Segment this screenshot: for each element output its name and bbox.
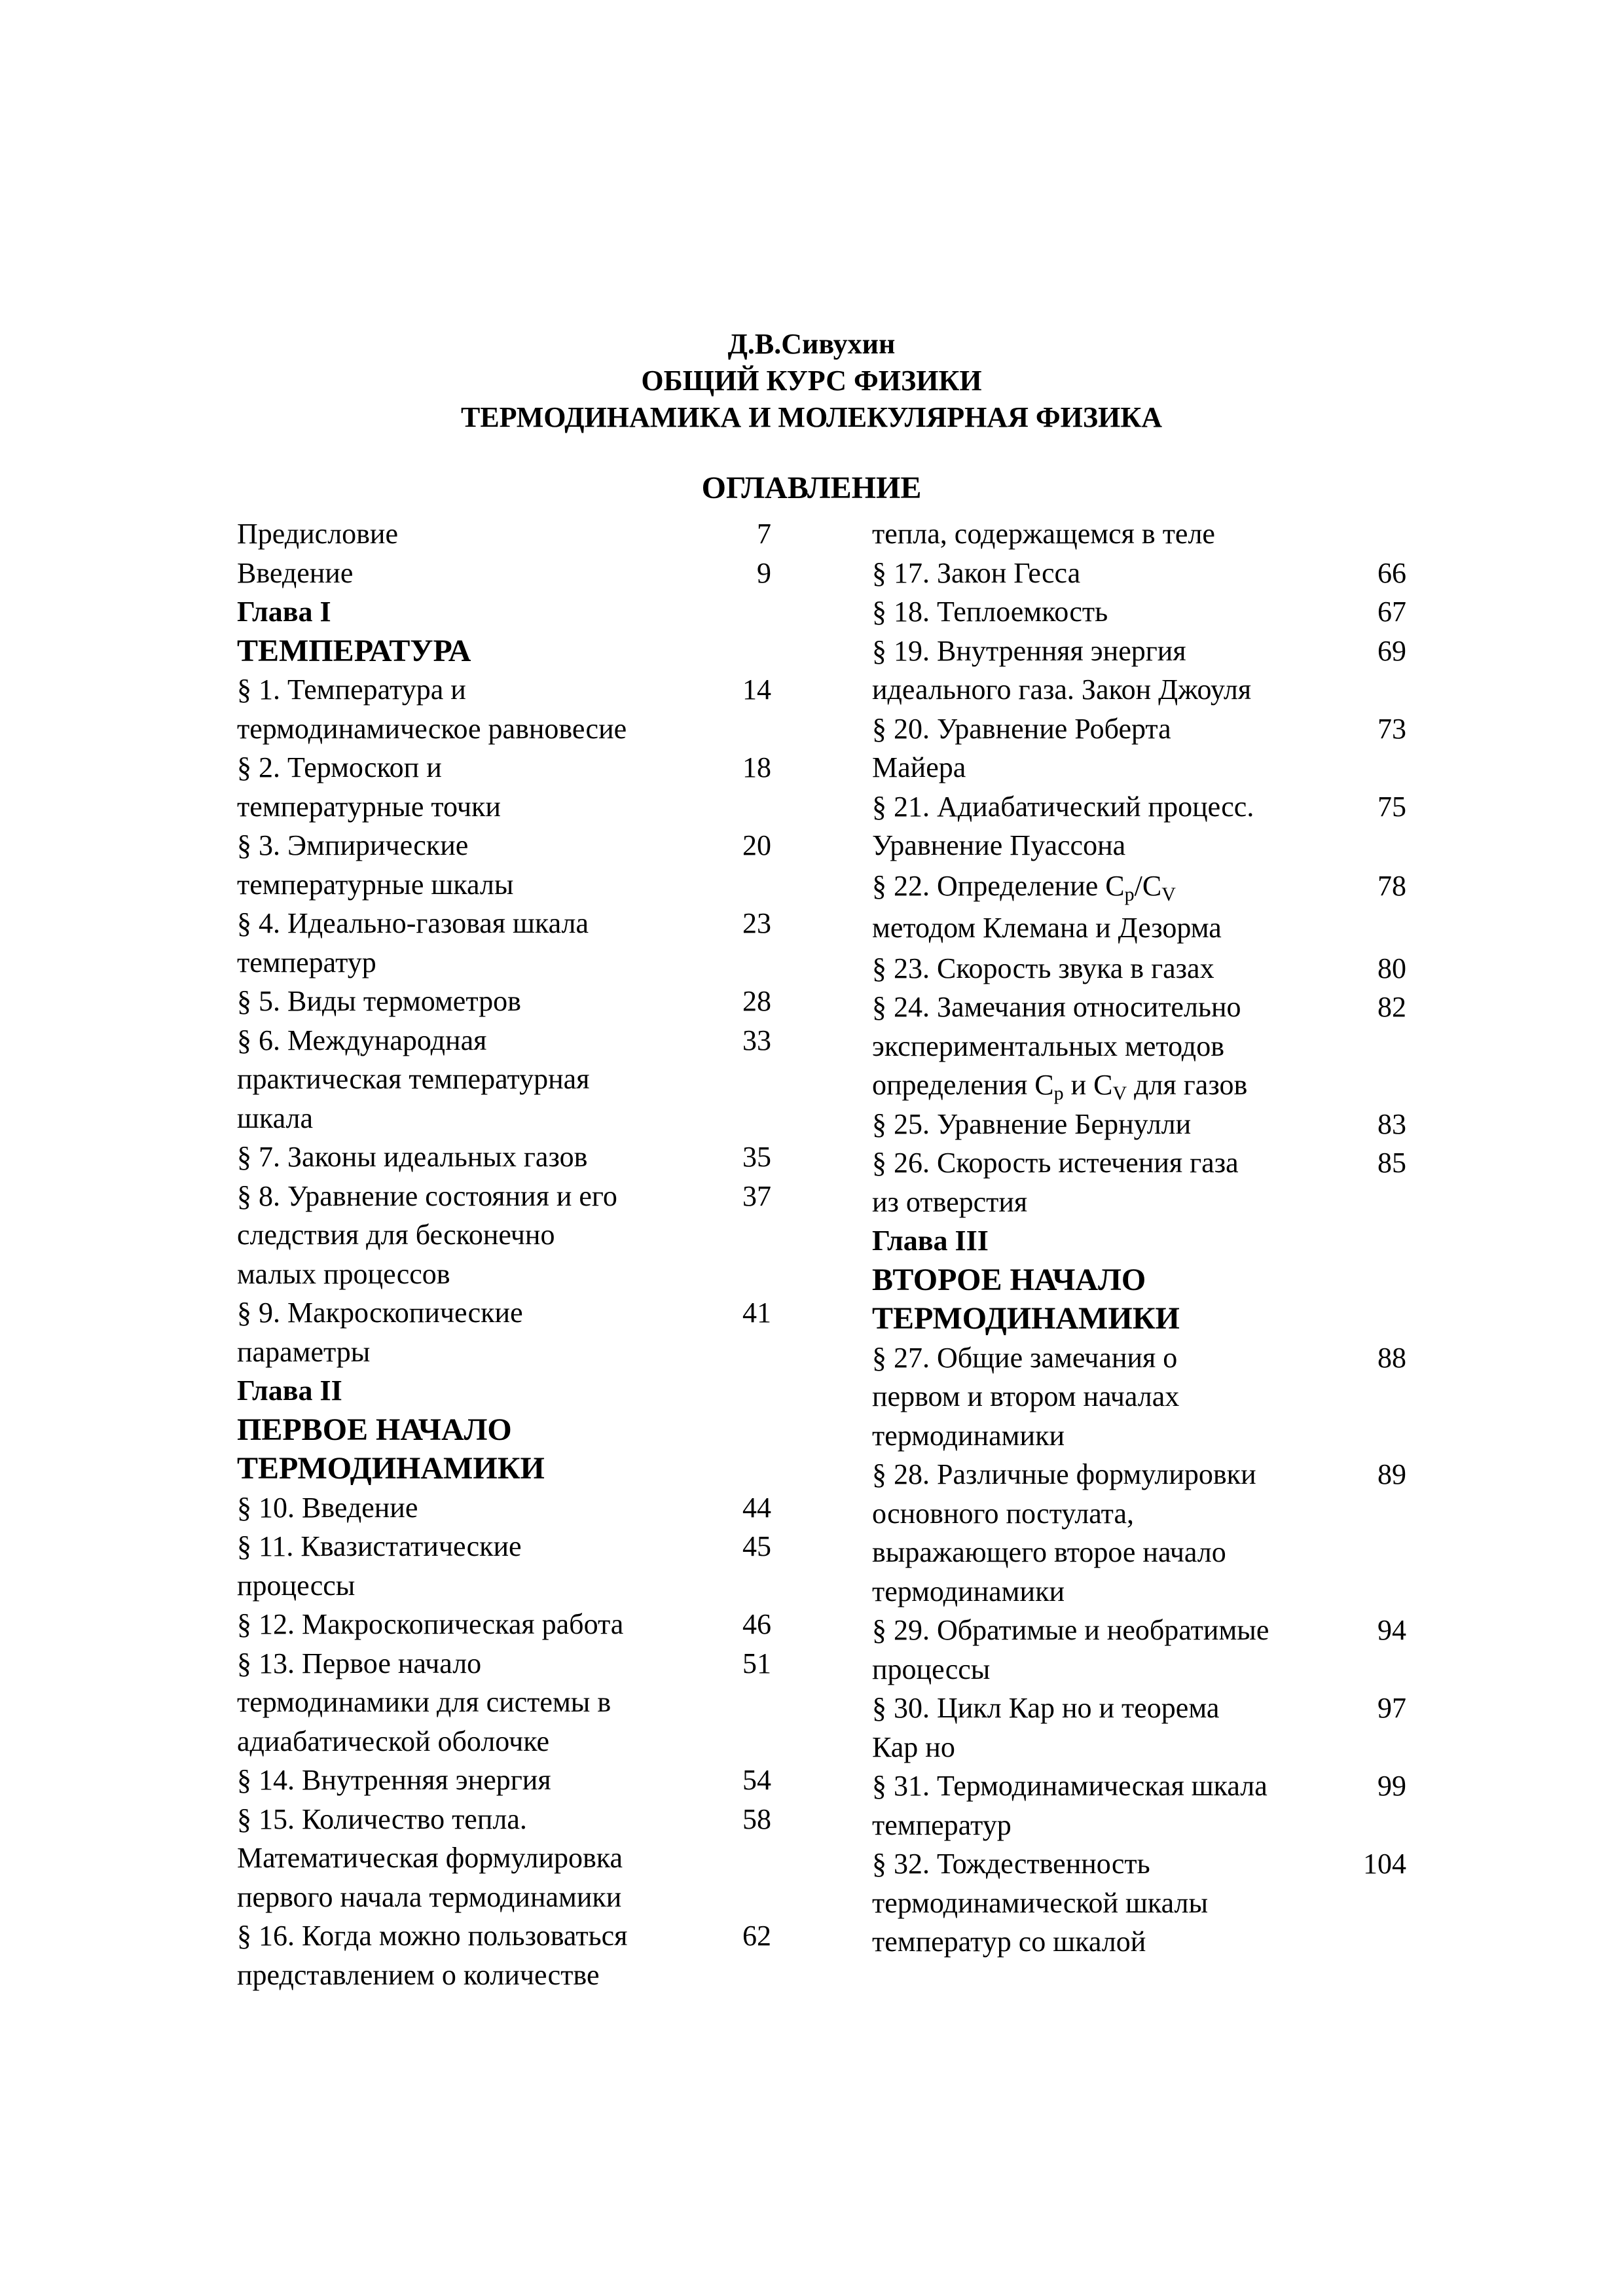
toc-entry-title: § 31. Термодинамическая шкала температур xyxy=(872,1770,1267,1841)
toc-entry-page: 73 xyxy=(1377,712,1406,745)
s24-line3b: и C xyxy=(1063,1069,1113,1101)
toc-entry-s21 xyxy=(872,787,1409,865)
toc-entry-page: 41 xyxy=(742,1297,771,1329)
toc-entry-title: § 25. Уравнение Бернулли xyxy=(872,1107,1192,1140)
toc-entry-s31 xyxy=(872,1767,1409,1844)
toc-entry-s6 xyxy=(237,1021,774,1138)
toc-entry-title: § 20. Уравнение Роберта Майера xyxy=(872,712,1171,783)
toc-entry-page: 104 xyxy=(1363,1848,1406,1880)
toc-entry-page: 58 xyxy=(742,1803,771,1835)
toc-entry-page: 83 xyxy=(1377,1107,1406,1140)
toc-entry-title: § 14. Внутренняя энергия xyxy=(237,1764,551,1796)
toc-entry-title: § 4. Идеально-газовая шкала температур xyxy=(237,907,589,978)
toc-entry-title: § 28. Различные формулировки основного постулата, выражающего второе начало термодинамики xyxy=(872,1458,1256,1607)
book-title: ОБЩИЙ КУРС ФИЗИКИ xyxy=(641,365,982,397)
chapter-title: ВТОРОЕ НАЧАЛО ТЕРМОДИНАМИКИ xyxy=(872,1262,1180,1336)
toc-entry-page: 51 xyxy=(742,1647,771,1679)
toc-entry-title: § 1. Температура и термодинамическое равновесие xyxy=(237,673,627,745)
toc-entry-s5 xyxy=(237,982,774,1021)
book-author: Д.В.Сивухин xyxy=(727,328,896,360)
toc-entry-title: тепла, содержащемся в теле xyxy=(872,518,1215,550)
toc-entry-page: 18 xyxy=(742,751,771,783)
chapter-label: Глава III xyxy=(872,1225,989,1257)
toc-entry-page: 75 xyxy=(1377,790,1406,823)
s24-line1: § 24. Замечания относительно xyxy=(872,991,1241,1023)
toc-entry-title: § 6. Международная практическая температурная шкала xyxy=(237,1024,590,1134)
toc-entry-s15 xyxy=(237,1800,774,1917)
toc-entry-title: § 19. Внутренняя энергия идеального газа. Закон Джоуля xyxy=(872,634,1252,706)
toc-entry-title: § 11. Квазистатические процессы xyxy=(237,1530,522,1602)
toc-entry-title: Предисловие xyxy=(237,518,398,550)
toc-entry-s26 xyxy=(872,1143,1409,1221)
toc-entry-s19 xyxy=(872,632,1409,709)
toc-entry-s23 xyxy=(872,949,1409,988)
toc-entry-page: 82 xyxy=(1377,991,1406,1023)
toc-entry-s2 xyxy=(237,748,774,826)
toc-entry-s8 xyxy=(237,1177,774,1294)
toc-entry-s10 xyxy=(237,1488,774,1528)
toc-entry-s32 xyxy=(872,1844,1409,1962)
toc-entry-title: § 26. Скорость истечения газа из отверстия xyxy=(872,1147,1239,1218)
toc-entry-page: 97 xyxy=(1377,1692,1406,1724)
s22-slash: /C xyxy=(1134,869,1162,902)
toc-entry-s1 xyxy=(237,670,774,748)
chapter-label: Глава I xyxy=(237,596,331,628)
toc-entry-title: § 2. Термоскоп и температурные точки xyxy=(237,751,501,823)
toc-entry-s3 xyxy=(237,826,774,904)
s22-line2: методом Клемана и Дезорма xyxy=(872,911,1222,944)
toc-entry-page: 44 xyxy=(742,1491,771,1524)
toc-entry-page: 35 xyxy=(742,1141,771,1173)
s22-sub-v: V xyxy=(1161,883,1176,905)
toc-entry-s14 xyxy=(237,1761,774,1800)
toc-entry-s18 xyxy=(872,592,1409,632)
toc-entry-s12 xyxy=(237,1605,774,1644)
toc-entry-page: 9 xyxy=(757,556,771,589)
toc-entry-s20 xyxy=(872,709,1409,787)
toc-entry-s7 xyxy=(237,1138,774,1177)
toc-entry-title: § 13. Первое начало термодинамики для системы в адиабатической оболочке xyxy=(237,1647,611,1757)
toc-entry-page: 80 xyxy=(1377,952,1406,984)
chapter-label: Глава II xyxy=(237,1374,342,1407)
toc-entry-title: § 5. Виды термометров xyxy=(237,985,521,1017)
chapter-title: ТЕМПЕРАТУРА xyxy=(237,633,471,668)
toc-entry-page: 94 xyxy=(1377,1614,1406,1646)
s24-line3a: определения C xyxy=(872,1069,1054,1101)
toc-entry-title: Введение xyxy=(237,556,354,589)
toc-right-column xyxy=(872,514,1409,1962)
toc-entry-s16-continued xyxy=(872,514,1409,554)
toc-entry-title: § 8. Уравнение состояния и его следствия для бесконечно малых процессов xyxy=(237,1179,617,1290)
toc-entry-title: § 12. Макроскопическая работа xyxy=(237,1608,624,1640)
s24-line2: экспериментальных методов xyxy=(872,1030,1224,1062)
toc-entry-page: 7 xyxy=(757,518,771,550)
toc-entry-page: 85 xyxy=(1377,1147,1406,1179)
s22-prefix: § 22. Определение C xyxy=(872,869,1125,902)
toc-entry-s4 xyxy=(237,904,774,982)
toc-entry-page: 69 xyxy=(1377,634,1406,667)
toc-entry-title: § 27. Общие замечания о первом и втором началах термодинамики xyxy=(872,1341,1180,1452)
toc-entry-title: § 29. Обратимые и необратимые процессы xyxy=(872,1614,1269,1685)
toc-entry-page: 66 xyxy=(1377,556,1406,589)
s24-sub-p: p xyxy=(1053,1083,1064,1104)
toc-entry-s22 xyxy=(872,865,1409,949)
toc-entry-title: § 32. Тождественность термодинамической шкалы температур со шкалой xyxy=(872,1848,1209,1958)
toc-title: ОГЛАВЛЕНИЕ xyxy=(701,471,922,505)
toc-entry-page: 14 xyxy=(742,673,771,706)
toc-entry-page: 20 xyxy=(742,829,771,861)
toc-entry-s16 xyxy=(237,1916,774,1994)
toc-entry-page: 23 xyxy=(742,907,771,939)
book-subtitle: ТЕРМОДИНАМИКА И МОЛЕКУЛЯРНАЯ ФИЗИКА xyxy=(460,401,1163,433)
toc-entry-page: 78 xyxy=(1377,869,1406,902)
toc-entry-s24 xyxy=(872,988,1409,1105)
toc-entry-page: 46 xyxy=(742,1608,771,1640)
s22-sub-p: p xyxy=(1124,883,1135,905)
toc-entry-s27 xyxy=(872,1338,1409,1456)
toc-entry-s13 xyxy=(237,1644,774,1761)
toc-entry-title: § 9. Макроскопические параметры xyxy=(237,1297,523,1368)
s24-line3c: для газов xyxy=(1127,1069,1248,1101)
toc-entry-s30 xyxy=(872,1689,1409,1767)
toc-entry-title: § 23. Скорость звука в газах xyxy=(872,952,1214,984)
toc-entry-s9 xyxy=(237,1293,774,1371)
toc-entry-page: 89 xyxy=(1377,1458,1406,1490)
toc-entry-title: § 21. Адиабатический процесс. Уравнение Пуассона xyxy=(872,790,1254,861)
toc-entry-page: 54 xyxy=(742,1764,771,1796)
toc-entry-page: 67 xyxy=(1377,596,1406,628)
toc-entry-title: § 16. Когда можно пользоваться представлением о количестве xyxy=(237,1920,628,1991)
toc-entry-title xyxy=(872,865,1350,949)
s24-sub-v: V xyxy=(1112,1083,1127,1104)
toc-entry-title: § 10. Введение xyxy=(237,1491,418,1524)
chapter-title: ПЕРВОЕ НАЧАЛО ТЕРМОДИНАМИКИ xyxy=(237,1412,545,1486)
toc-entry-page: 37 xyxy=(742,1179,771,1212)
toc-entry-s28 xyxy=(872,1455,1409,1611)
toc-entry-title: § 3. Эмпирические температурные шкалы xyxy=(237,829,514,901)
toc-entry-page: 62 xyxy=(742,1920,771,1952)
toc-entry-page: 88 xyxy=(1377,1341,1406,1374)
toc-entry-page: 28 xyxy=(742,985,771,1017)
toc-entry-intro xyxy=(237,554,774,593)
toc-entry-title xyxy=(872,988,1350,1105)
toc-entry-page: 45 xyxy=(742,1530,771,1562)
toc-entry-title: § 30. Цикл Кар но и теорема Кар но xyxy=(872,1692,1220,1763)
toc-entry-title: § 15. Количество тепла. Математическая формулировка первого начала термодинамики xyxy=(237,1803,623,1913)
toc-entry-title: § 7. Законы идеальных газов xyxy=(237,1141,588,1173)
toc-entry-s11 xyxy=(237,1527,774,1605)
toc-entry-page: 99 xyxy=(1377,1770,1406,1802)
toc-entry-title: § 17. Закон Гесса xyxy=(872,556,1081,589)
toc-entry-title: § 18. Теплоемкость xyxy=(872,596,1108,628)
toc-entry-preface xyxy=(237,514,774,554)
toc-entry-page: 33 xyxy=(742,1024,771,1056)
toc-entry-s17 xyxy=(872,554,1409,593)
toc-entry-s29 xyxy=(872,1611,1409,1689)
toc-entry-s25 xyxy=(872,1105,1409,1144)
toc-left-column xyxy=(237,514,774,1994)
